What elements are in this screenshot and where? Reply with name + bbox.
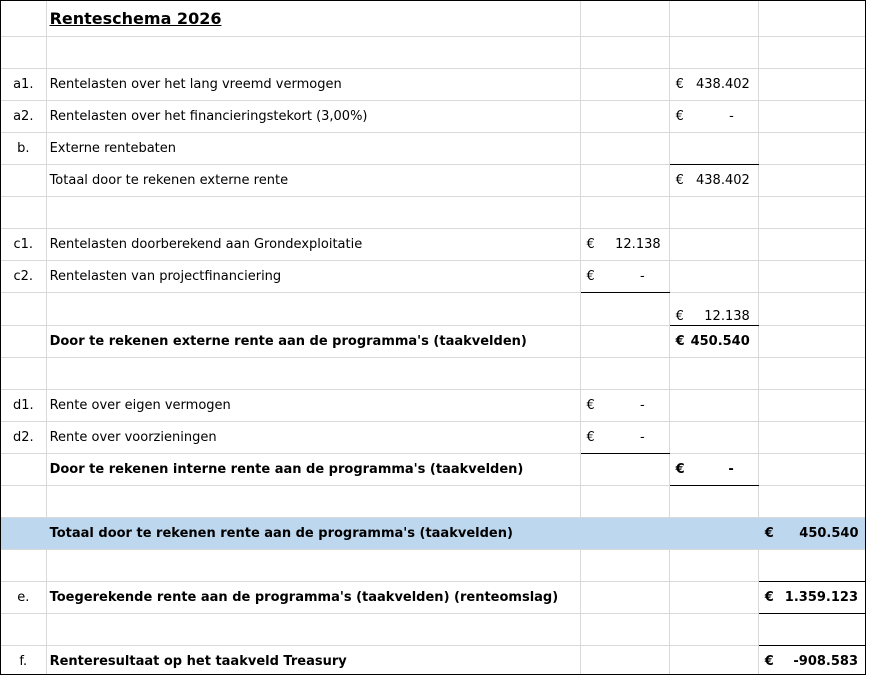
row-code[interactable]: a2. [1, 101, 46, 133]
row-label[interactable]: Rentelasten doorberekend aan Grondexploitatie [46, 229, 580, 261]
row-a1 [1, 69, 866, 101]
row-c2 [1, 261, 866, 293]
row-label[interactable]: Rentelasten over het financieringstekort (3,00%) [46, 101, 580, 133]
row-door-intern [1, 454, 866, 486]
row-totaal-extern [1, 165, 866, 197]
row-label[interactable]: Door te rekenen interne rente aan de programma's (taakvelden) [46, 454, 580, 486]
row-label[interactable]: Rentelasten over het lang vreemd vermogen [46, 69, 580, 101]
amount-cell[interactable]: € - [580, 390, 669, 422]
amount-cell[interactable]: € 450.540 [669, 326, 758, 358]
row-code[interactable]: d2. [1, 422, 46, 454]
amount-cell[interactable]: € - [669, 101, 758, 133]
amount-cell[interactable]: € 438.402 [669, 69, 758, 101]
row-label[interactable]: Rentelasten van projectfinanciering [46, 261, 580, 293]
row-a2 [1, 101, 866, 133]
row-f [1, 646, 866, 676]
interest-schedule-table [1, 1, 866, 675]
empty-row [1, 197, 866, 229]
row-code[interactable]: d1. [1, 390, 46, 422]
row-label[interactable]: Door te rekenen externe rente aan de programma's (taakvelden) [46, 326, 580, 358]
row-code[interactable]: a1. [1, 69, 46, 101]
empty-row [1, 486, 866, 518]
row-code[interactable]: c2. [1, 261, 46, 293]
row-code[interactable]: e. [1, 582, 46, 614]
row-label[interactable]: Rente over voorzieningen [46, 422, 580, 454]
row-code[interactable]: c1. [1, 229, 46, 261]
row-d1 [1, 390, 866, 422]
row-label[interactable]: Externe rentebaten [46, 133, 580, 165]
empty-row [1, 614, 866, 646]
row-code[interactable]: b. [1, 133, 46, 165]
sheet-title: Renteschema 2026 [49, 9, 222, 28]
amount-cell[interactable]: € -908.583 [758, 646, 866, 676]
row-subtotal-c [1, 293, 866, 326]
amount-cell[interactable]: € 12.138 [580, 229, 669, 261]
row-label[interactable]: Toegerekende rente aan de programma's (taakvelden) (renteomslag) [46, 582, 580, 614]
row-code[interactable]: f. [1, 646, 46, 676]
amount-cell[interactable]: € - [580, 422, 669, 454]
row-e [1, 582, 866, 614]
empty-row [1, 37, 866, 69]
empty-row [1, 358, 866, 390]
amount-cell[interactable]: € 12.138 [669, 293, 758, 326]
row-label[interactable]: Renteresultaat op het taakveld Treasury [46, 646, 580, 676]
row-door-extern [1, 326, 866, 358]
row-label[interactable]: Rente over eigen vermogen [46, 390, 580, 422]
row-c1 [1, 229, 866, 261]
row-label[interactable]: Totaal door te rekenen externe rente [46, 165, 580, 197]
empty-row [1, 550, 866, 582]
amount-cell[interactable]: € 438.402 [669, 165, 758, 197]
row-totaal-alle-rente [1, 518, 866, 550]
amount-cell[interactable]: € 1.359.123 [758, 582, 866, 614]
row-label[interactable]: Totaal door te rekenen rente aan de programma's (taakvelden) [46, 518, 580, 550]
title-row [1, 1, 866, 37]
row-b [1, 133, 866, 165]
amount-cell[interactable]: € - [669, 454, 758, 486]
amount-cell[interactable]: € 450.540 [758, 518, 866, 550]
row-d2 [1, 422, 866, 454]
amount-cell[interactable]: € - [580, 261, 669, 293]
